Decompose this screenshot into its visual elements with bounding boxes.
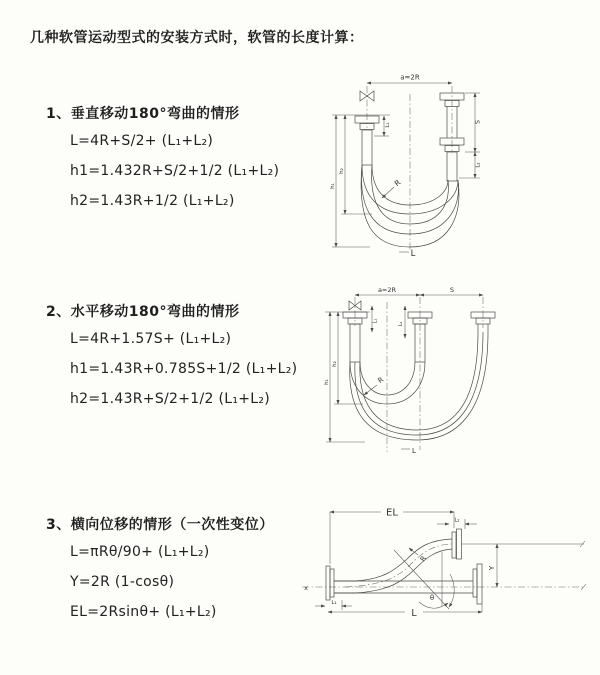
dimension-l2 xyxy=(437,518,477,530)
formula-h1: h1=1.432R+S/2+1/2 (L₁+L₂) xyxy=(70,163,280,179)
section-2-formulas xyxy=(70,331,297,421)
dimension-l1 xyxy=(374,116,391,136)
dim-l2-label: L₂ xyxy=(398,321,404,327)
dimension-y xyxy=(488,544,497,587)
dim-el-label: EL xyxy=(386,507,398,519)
diagram-lateral-displacement xyxy=(297,502,592,650)
radius-label: R xyxy=(376,375,386,386)
dim-h2-label: h₂ xyxy=(339,168,345,174)
section-1-heading: 1、垂直移动180°弯曲的情形 xyxy=(46,106,240,122)
left-flange-and-hose xyxy=(343,312,367,362)
dimension-l1 xyxy=(372,306,379,332)
dimension-width xyxy=(367,74,452,84)
section-2-heading: 2、水平移动180°弯曲的情形 xyxy=(46,304,240,320)
formula-h2: h2=1.43R+S/2+1/2 (L₁+L₂) xyxy=(70,391,271,407)
dim-s-label: S xyxy=(449,286,455,294)
dim-a2r-label: a=2R xyxy=(377,286,397,294)
axis-mark: x xyxy=(304,584,308,592)
formula-el: EL=2Rsinθ+ (L₁+L₂) xyxy=(70,604,217,620)
section-3-formulas xyxy=(70,544,217,634)
radius-label: R xyxy=(392,177,403,189)
dimension-s xyxy=(420,286,483,295)
radius-label: R xyxy=(418,554,429,564)
dimension-width xyxy=(355,286,420,295)
right-flange xyxy=(473,564,482,604)
dimension-l1 xyxy=(315,600,352,610)
length-label: L xyxy=(410,249,416,259)
formula-h1: h1=1.43R+0.785S+1/2 (L₁+L₂) xyxy=(70,361,298,377)
dim-h1-label: h₁ xyxy=(324,379,330,385)
left-flange xyxy=(326,566,334,600)
dimension-l2 xyxy=(398,306,405,338)
formula-length: L=4R+S/2+ (L₁+L₂) xyxy=(70,133,214,149)
radius-callout xyxy=(382,178,402,198)
dim-y-label: Y xyxy=(488,565,496,571)
left-flange-and-hose xyxy=(332,115,390,165)
dim-a2r-label: a=2R xyxy=(400,73,420,82)
diagram-vertical-180-bend xyxy=(312,66,512,261)
formula-length: L=4R+1.57S+ (L₁+L₂) xyxy=(70,331,232,347)
dim-l1-label: L₁ xyxy=(331,600,337,606)
formula-length: L=πRθ/90+ (L₁+L₂) xyxy=(70,544,210,560)
radius-callout xyxy=(409,548,428,563)
formula-y: Y=2R (1-cosθ) xyxy=(70,574,175,590)
dimension-el xyxy=(330,508,454,565)
hose-s-curve xyxy=(334,539,452,593)
centerlines xyxy=(302,584,586,592)
length-label: L xyxy=(412,447,416,455)
dim-s-label: S xyxy=(473,119,482,125)
dim-l1-label: L₁ xyxy=(385,122,391,128)
dimension-l2 xyxy=(459,152,482,178)
diagram-horizontal-180-bend xyxy=(315,282,527,460)
formula-h2: h2=1.43R+1/2 (L₁+L₂) xyxy=(70,193,235,209)
dim-l2-label: L₂ xyxy=(475,162,482,168)
section-3-heading: 3、横向位移的情形（一次性变位） xyxy=(46,517,274,533)
dim-l-label: L xyxy=(411,608,417,619)
dim-l2-label: L₂ xyxy=(454,517,460,524)
centerlines xyxy=(367,86,452,252)
hose-u-bend xyxy=(350,332,488,440)
dim-h1-label: h₁ xyxy=(330,183,336,189)
dim-l1-label: L₁ xyxy=(372,318,379,324)
dimension-s xyxy=(465,93,482,152)
page-title: 几种软管运动型式的安装方式时，软管的长度计算： xyxy=(30,30,364,46)
upper-flange xyxy=(452,529,585,559)
dimension-h1 xyxy=(324,312,365,442)
theta-label: θ xyxy=(429,594,435,602)
section-1-formulas xyxy=(70,133,279,223)
dim-h2-label: h₂ xyxy=(332,361,338,367)
length-callout xyxy=(399,249,416,259)
length-callout xyxy=(401,447,416,455)
